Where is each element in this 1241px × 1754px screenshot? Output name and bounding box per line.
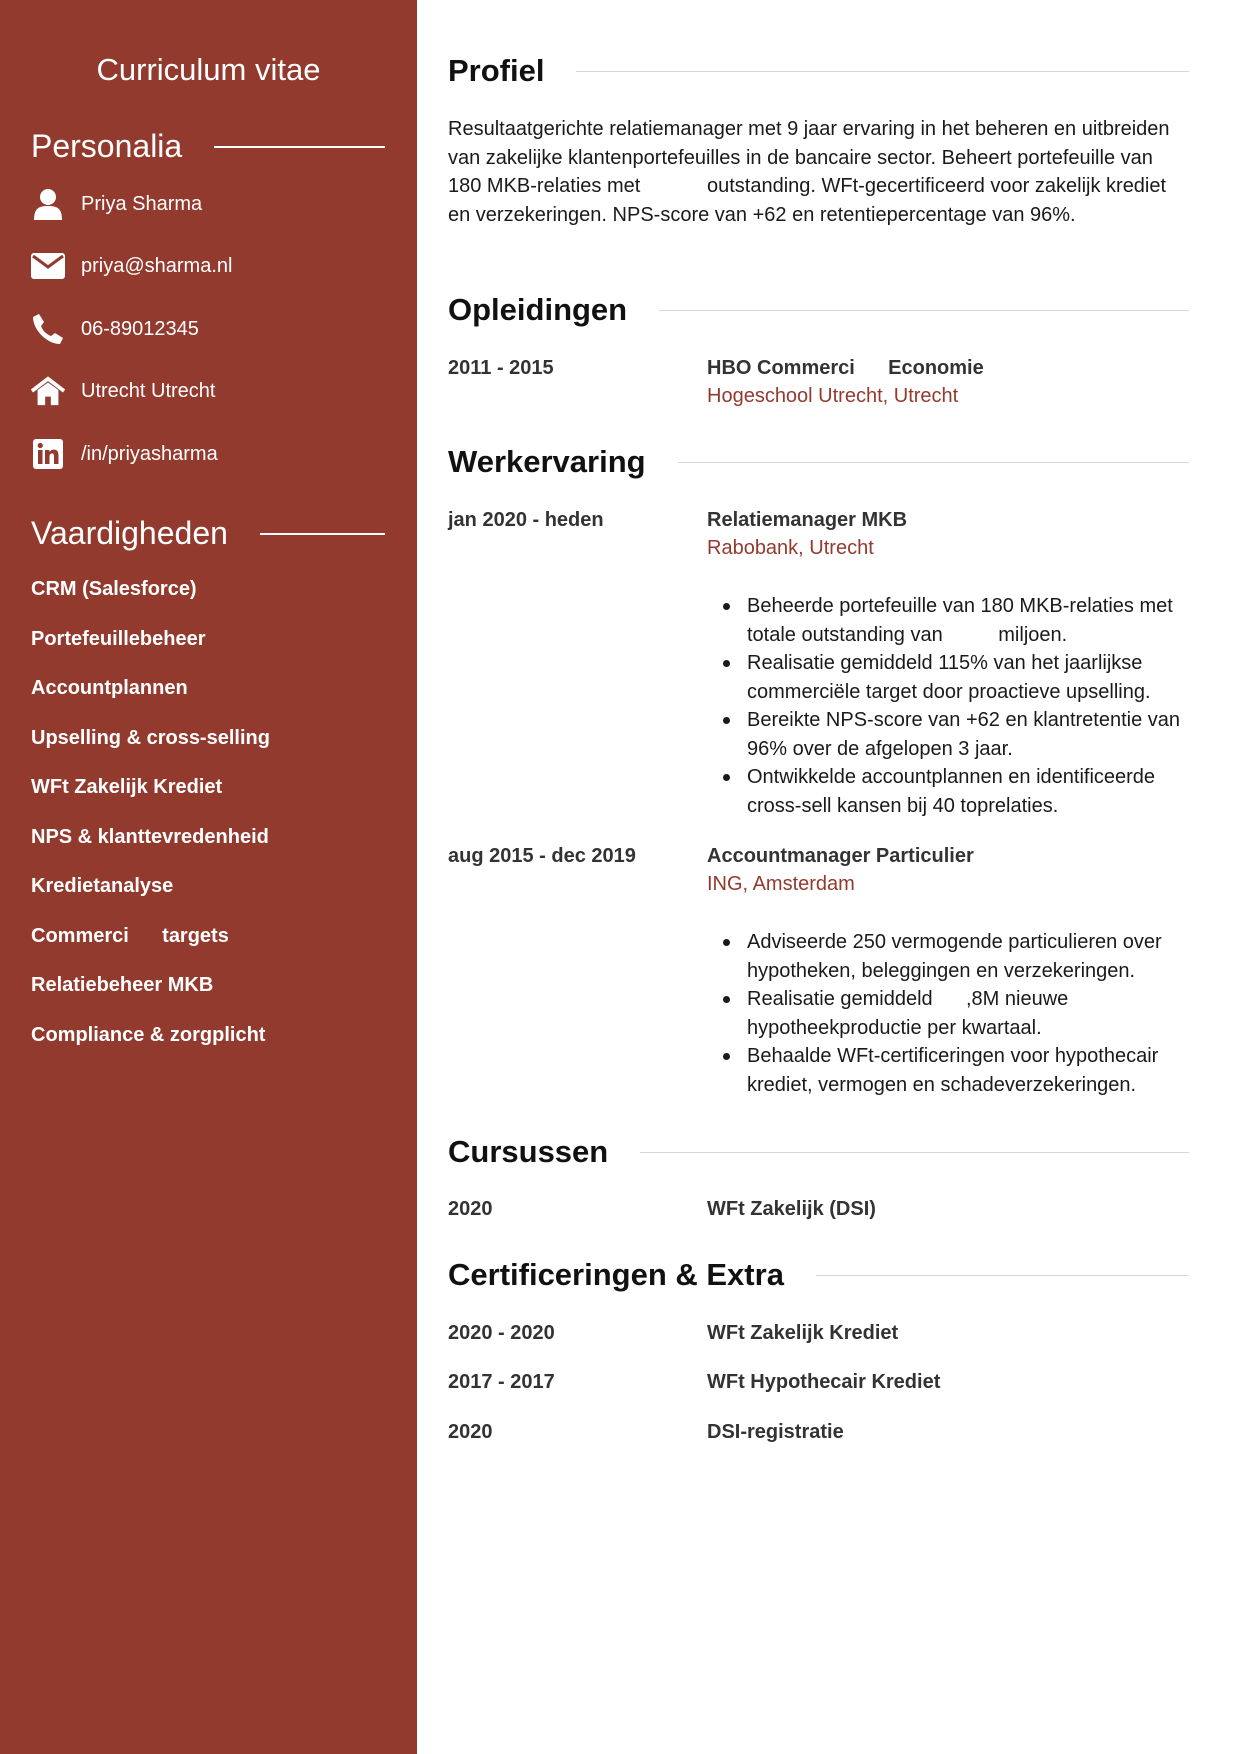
courses-heading [448,1134,1189,1170]
contact-name-text: Priya Sharma [81,192,203,215]
skill-item: WFt Zakelijk Krediet [31,776,223,798]
education-school: Hogeschool Utrecht, Utrecht [707,385,959,407]
main-content [417,0,1241,1754]
personalia-heading [31,128,385,165]
certifications-heading [448,1257,1189,1293]
skills-heading-label: Vaardigheden [31,515,228,551]
linkedin-icon [31,437,65,471]
contact-name [31,184,202,224]
job-bullets [747,928,1202,1099]
contact-phone[interactable] [31,309,199,349]
bullet-item: Adviseerde 250 vermogende particulieren over hypotheken, beleggingen en verzekeringen. [747,928,1202,985]
certification-date: 2020 - 2020 [448,1322,555,1344]
certifications-heading-label: Certificeringen & Extra [448,1257,784,1292]
skill-item: Accountplannen [31,677,188,699]
job-date: jan 2020 - heden [448,509,604,531]
contact-address [31,371,215,411]
skill-item: Compliance & zorgplicht [31,1024,266,1046]
contact-email-text[interactable]: priya@sharma.nl [81,254,233,277]
certification-title: WFt Zakelijk Krediet [707,1322,899,1344]
skill-item: Relatiebeheer MKB [31,974,214,996]
experience-heading-label: Werkervaring [448,444,646,479]
courses-heading-label: Cursussen [448,1134,609,1169]
heading-rule [678,462,1189,463]
home-icon [31,374,65,408]
heading-rule [576,71,1189,72]
bullet-item: Beheerde portefeuille van 180 MKB-relaties met totale outstanding van miljoen. [747,592,1202,649]
job-employer: Rabobank, Utrecht [707,537,874,559]
contact-linkedin[interactable] [31,434,218,474]
skill-item: Portefeuillebeheer [31,628,206,650]
education-title: HBO Commerci Economie [707,357,984,379]
heading-rule [214,146,385,148]
heading-rule [816,1275,1189,1276]
certification-date: 2017 - 2017 [448,1371,555,1393]
heading-rule [659,310,1189,311]
bullet-item: Bereikte NPS-score van +62 en klantretentie van 96% over de afgelopen 3 jaar. [747,706,1202,763]
skill-item: Commerci targets [31,925,229,947]
profile-text: Resultaatgerichte relatiemanager met 9 jaar ervaring in het beheren en uitbreiden van zakelijke klantenportefeuilles in de bancaire sector. Beheert portefeuille van 180 MKB-relaties met outstanding. WFt-gecertificeerd voor zakelijk krediet en verzekeringen. NPS-score van +62 en retentiepercentage van 96%. [448,118,1176,226]
certification-title: WFt Hypothecair Krediet [707,1371,941,1393]
skill-item: CRM (Salesforce) [31,578,197,600]
profile-heading [448,53,1189,89]
contact-email[interactable] [31,246,232,286]
job-title: Relatiemanager MKB [707,509,908,531]
education-date: 2011 - 2015 [448,357,554,379]
profile-heading-label: Profiel [448,53,545,88]
skill-item: Kredietanalyse [31,875,174,897]
phone-icon [31,312,65,346]
job-title: Accountmanager Particulier [707,845,974,867]
certification-date: 2020 [448,1421,493,1443]
contact-linkedin-text[interactable]: /in/priyasharma [81,442,218,465]
course-title: WFt Zakelijk (DSI) [707,1198,876,1220]
bullet-item: Realisatie gemiddeld 115% van het jaarlijkse commerciële target door proactieve upselling. [747,649,1202,706]
bullet-item: Realisatie gemiddeld ,8M nieuwe hypotheekproductie per kwartaal. [747,985,1202,1042]
course-date: 2020 [448,1198,493,1220]
bullet-item: Behaalde WFt-certificeringen voor hypothecair krediet, vermogen en schadeverzekeringen. [747,1042,1202,1099]
user-icon [31,187,65,221]
bullet-item: Ontwikkelde accountplannen en identificeerde cross-sell kansen bij 40 toprelaties. [747,763,1202,820]
skill-item: Upselling & cross-selling [31,727,270,749]
heading-rule [260,533,385,535]
contact-phone-text[interactable]: 06-89012345 [81,317,199,340]
job-employer: ING, Amsterdam [707,873,855,895]
envelope-icon [31,249,65,283]
education-heading [448,292,1189,328]
sidebar [0,0,417,1754]
education-heading-label: Opleidingen [448,292,628,327]
certification-title: DSI-registratie [707,1421,844,1443]
skill-item: NPS & klanttevredenheid [31,826,269,848]
cv-title: Curriculum vitae [96,52,321,87]
contact-address-text: Utrecht Utrecht [81,379,216,402]
heading-rule [640,1152,1189,1153]
skills-heading [31,515,385,552]
experience-heading [448,444,1189,480]
personalia-heading-label: Personalia [31,128,183,164]
job-date: aug 2015 - dec 2019 [448,845,636,867]
job-bullets [747,592,1202,820]
